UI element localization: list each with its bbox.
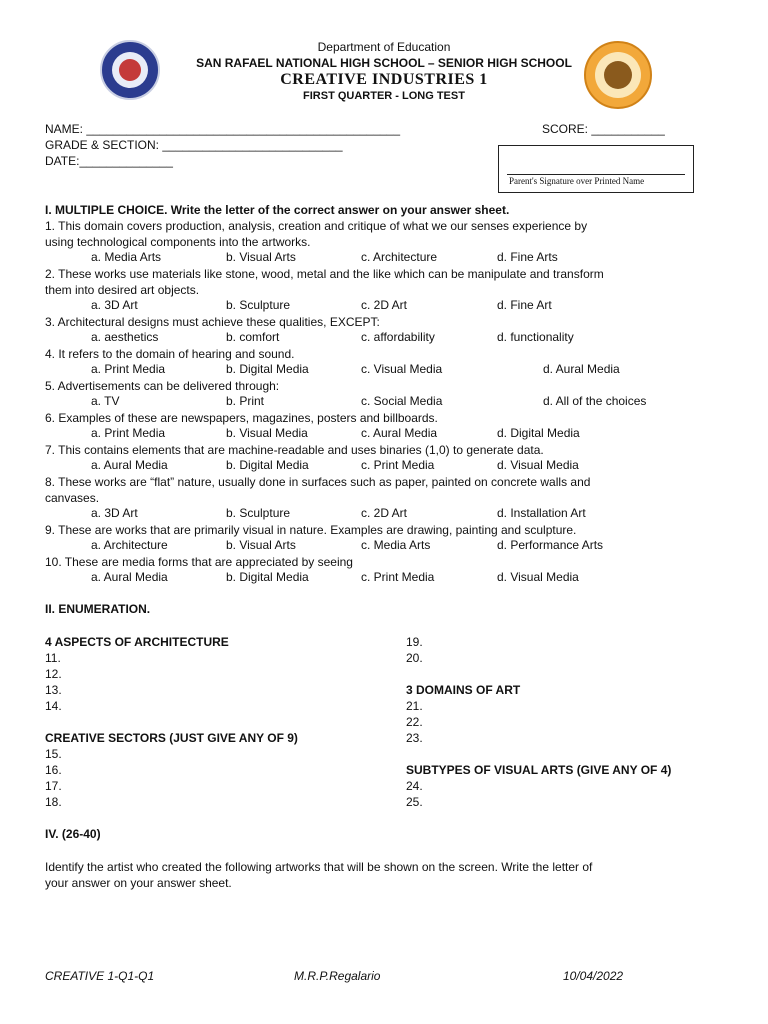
part-4-instruction-line-1: Identify the artist who created the following artworks that will be shown on the screen. Write the letter of: [45, 860, 593, 874]
part-4-instruction-line-2: your answer on your answer sheet.: [45, 876, 232, 890]
choice-option: d. Visual Media: [497, 458, 579, 472]
question-3: 3. Architectural designs must achieve these qualities, EXCEPT:: [45, 315, 380, 329]
answer-number: 15.: [45, 747, 62, 761]
choice-option: d. Fine Art: [497, 298, 552, 312]
choice-option: c. Print Media: [361, 570, 435, 584]
choice-option: a. Aural Media: [91, 570, 168, 584]
choice-option: b. Sculpture: [226, 298, 291, 312]
choice-option: d. Visual Media: [497, 570, 579, 584]
choice-option: b. Visual Arts: [226, 250, 296, 264]
test-title: FIRST QUARTER - LONG TEST: [303, 90, 465, 102]
footer-code: CREATIVE 1-Q1-Q1: [45, 969, 155, 983]
choice-option: a. aesthetics: [91, 330, 159, 344]
question-7: 7. This contains elements that are machine-readable and uses binaries (1,0) to generate data.: [45, 443, 544, 457]
question-2-line-2: them into desired art objects.: [45, 283, 200, 297]
parent-signature-box: [498, 145, 694, 193]
choice-option: d. Digital Media: [497, 426, 580, 440]
choice-option: a. Architecture: [91, 538, 168, 552]
answer-number: 22.: [406, 715, 423, 729]
signature-line: [507, 174, 685, 175]
mc-instruction: I. MULTIPLE CHOICE. Write the letter of the correct answer on your answer sheet.: [45, 203, 510, 217]
subject-title: CREATIVE INDUSTRIES 1: [280, 71, 488, 88]
answer-number: 25.: [406, 795, 423, 809]
choice-option: c. Architecture: [361, 250, 438, 264]
choice-option: c. Media Arts: [361, 538, 431, 552]
choice-option: c. 2D Art: [361, 506, 408, 520]
creative-sectors-heading: CREATIVE SECTORS (JUST GIVE ANY OF 9): [45, 731, 298, 745]
answer-number: 18.: [45, 795, 62, 809]
part-4-heading: IV. (26-40): [45, 827, 101, 841]
choice-option: a. Print Media: [91, 426, 166, 440]
choice-option: b. Visual Arts: [226, 538, 296, 552]
answer-number: 12.: [45, 667, 62, 681]
choice-option: d. Fine Arts: [497, 250, 558, 264]
question-4: 4. It refers to the domain of hearing and sound.: [45, 347, 295, 361]
choice-option: d. Performance Arts: [497, 538, 604, 552]
grade-section-field: GRADE & SECTION: ___________________________: [45, 138, 343, 152]
school-name: SAN RAFAEL NATIONAL HIGH SCHOOL – SENIOR HIGH SCHOOL: [196, 56, 572, 70]
subtypes-heading: SUBTYPES OF VISUAL ARTS (GIVE ANY OF 4): [406, 763, 672, 777]
question-10: 10. These are media forms that are appreciated by seeing: [45, 555, 353, 569]
choice-option: c. Visual Media: [361, 362, 443, 376]
choice-option: b. Sculpture: [226, 506, 291, 520]
answer-number: 23.: [406, 731, 423, 745]
answer-number: 20.: [406, 651, 423, 665]
department-title: Department of Education: [317, 40, 451, 54]
answer-number: 14.: [45, 699, 62, 713]
name-field: NAME: _______________________________________________: [45, 122, 401, 136]
choice-option: a. Aural Media: [91, 458, 168, 472]
choice-option: c. Social Media: [361, 394, 443, 408]
choice-option: c. affordability: [361, 330, 435, 344]
choice-option: b. Visual Media: [226, 426, 308, 440]
choice-option: a. Media Arts: [91, 250, 162, 264]
domains-heading: 3 DOMAINS OF ART: [406, 683, 521, 697]
question-1-line-1: 1. This domain covers production, analysis, creation and critique of what we our senses experience by: [45, 219, 588, 233]
answer-number: 24.: [406, 779, 423, 793]
footer-date: 10/04/2022: [563, 969, 624, 983]
question-8-line-1: 8. These works are “flat” nature, usually done in surfaces such as paper, painted on concrete walls and: [45, 475, 591, 489]
question-8-line-2: canvases.: [45, 491, 100, 505]
footer-author: M.R.P.Regalario: [294, 969, 381, 983]
choice-option: d. functionality: [497, 330, 574, 344]
choice-option: d. All of the choices: [543, 394, 647, 408]
choice-option: a. 3D Art: [91, 298, 138, 312]
answer-number: 21.: [406, 699, 423, 713]
architecture-heading: 4 ASPECTS OF ARCHITECTURE: [45, 635, 229, 649]
score-field: SCORE: ___________: [542, 122, 665, 136]
choice-option: b. Digital Media: [226, 362, 309, 376]
choice-option: c. Print Media: [361, 458, 435, 472]
answer-number: 19.: [406, 635, 423, 649]
signature-label: Parent's Signature over Printed Name: [509, 176, 645, 186]
choice-option: a. 3D Art: [91, 506, 138, 520]
choice-option: c. 2D Art: [361, 298, 408, 312]
choice-option: b. Print: [226, 394, 265, 408]
question-5: 5. Advertisements can be delivered through:: [45, 379, 280, 393]
answer-number: 16.: [45, 763, 62, 777]
answer-number: 17.: [45, 779, 62, 793]
choice-option: d. Aural Media: [543, 362, 620, 376]
question-9: 9. These are works that are primarily visual in nature. Examples are drawing, painting and sculpture.: [45, 523, 577, 537]
choice-option: a. TV: [91, 394, 120, 408]
choice-option: b. comfort: [226, 330, 280, 344]
answer-number: 13.: [45, 683, 62, 697]
choice-option: b. Digital Media: [226, 458, 309, 472]
question-1-line-2: using technological components into the artworks.: [45, 235, 311, 249]
choice-option: a. Print Media: [91, 362, 166, 376]
date-field: DATE:______________: [45, 154, 173, 168]
enumeration-heading: II. ENUMERATION.: [45, 602, 151, 616]
question-6: 6. Examples of these are newspapers, magazines, posters and billboards.: [45, 411, 438, 425]
question-2-line-1: 2. These works use materials like stone, wood, metal and the like which can be manipulate and transform: [45, 267, 604, 281]
choice-option: d. Installation Art: [497, 506, 586, 520]
choice-option: b. Digital Media: [226, 570, 309, 584]
choice-option: c. Aural Media: [361, 426, 438, 440]
answer-number: 11.: [45, 651, 61, 665]
